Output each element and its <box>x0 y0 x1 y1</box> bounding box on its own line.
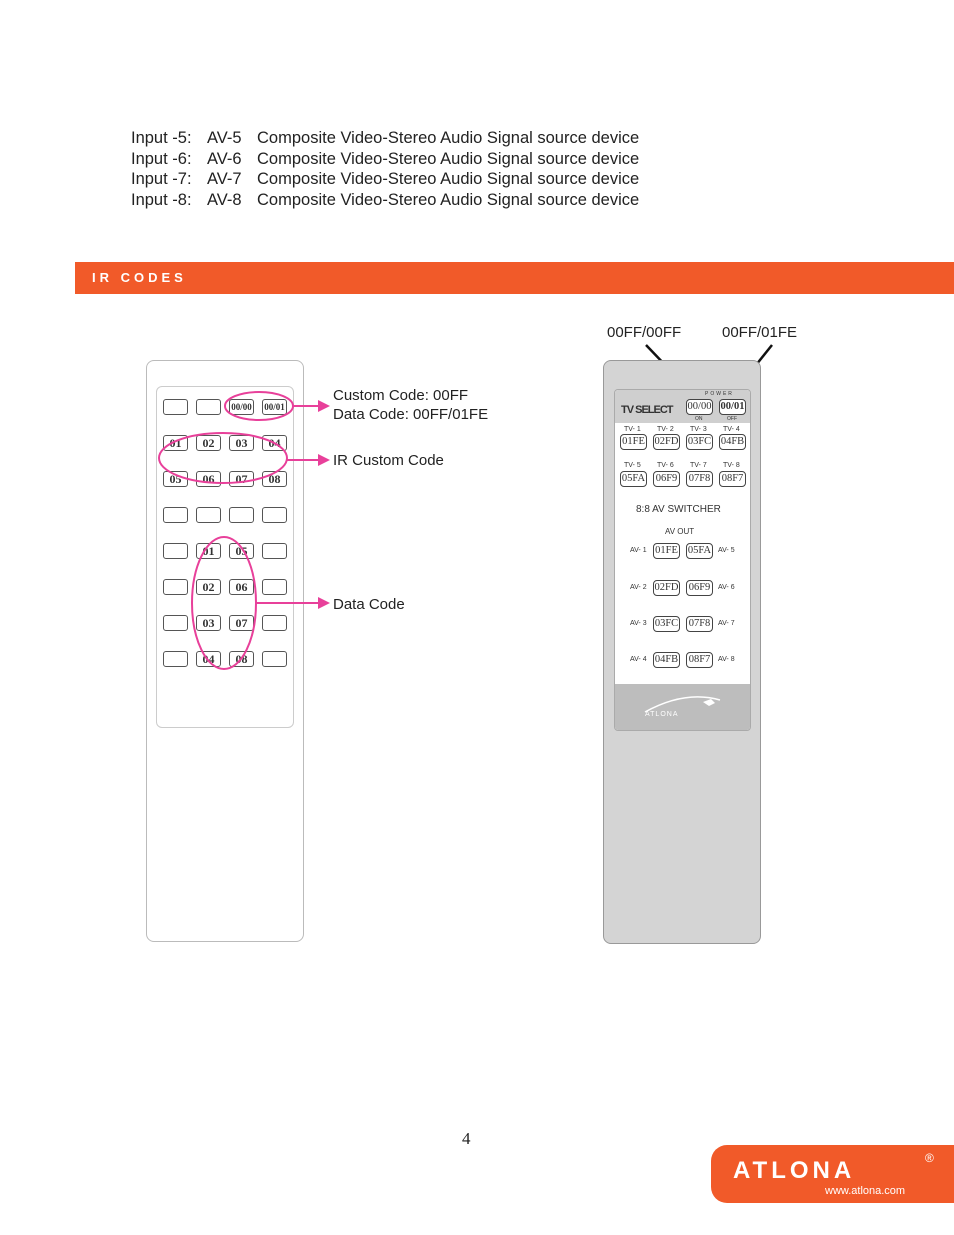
tv-code-key: 04FB <box>719 434 746 450</box>
input-desc: Composite Video-Stereo Audio Signal source device <box>257 149 640 168</box>
power-off-key: 00/01 <box>719 399 746 415</box>
av-label: AV- 5 <box>718 547 735 554</box>
tv-key: 05 <box>163 471 188 487</box>
custom-code-highlight <box>159 433 287 483</box>
input-desc: Composite Video-Stereo Audio Signal source device <box>257 170 640 189</box>
av-label: AV- 2 <box>630 584 647 591</box>
tv-code-key: 07F8 <box>686 471 713 487</box>
tv-label: TV- 4 <box>723 426 740 433</box>
tv-label: TV- 3 <box>690 426 707 433</box>
tv-key: 04 <box>262 435 287 451</box>
tv-label: TV- 2 <box>657 426 674 433</box>
tv-code-key: 05FA <box>620 471 647 487</box>
tv-label: TV- 6 <box>657 462 674 469</box>
av-code-key: 02FD <box>653 580 680 596</box>
av-label: AV- 4 <box>630 656 647 663</box>
av-key: 04 <box>196 651 221 667</box>
input-av: AV-5 <box>207 129 242 147</box>
atlona-swoosh-icon <box>615 684 751 730</box>
av-key: 06 <box>229 579 254 595</box>
tv-label: TV- 5 <box>624 462 641 469</box>
arrow-head-icon <box>318 454 330 466</box>
av-out-label: AV OUT <box>665 527 695 536</box>
switcher-title: 8:8 AV SWITCHER <box>636 504 721 515</box>
input-desc: Composite Video-Stereo Audio Signal source device <box>257 190 640 209</box>
arrow-label-off: 00FF/01FE <box>722 324 798 341</box>
input-av: AV-8 <box>207 190 242 209</box>
tv-label: TV- 8 <box>723 462 740 469</box>
data-code-callout: Data Code <box>333 596 405 613</box>
input-name: Input -5: <box>131 129 192 147</box>
data-code-highlight <box>192 537 256 669</box>
av-code-key: 03FC <box>653 616 680 632</box>
tv-key: 01 <box>163 435 188 451</box>
power-key: 00/00 <box>229 399 254 415</box>
av-key: 08 <box>229 651 254 667</box>
page-number: 4 <box>462 1129 471 1148</box>
tv-key: 02 <box>196 435 221 451</box>
logo-url: www.atlona.com <box>825 1185 906 1197</box>
atlona-logo <box>711 1145 954 1203</box>
av-label: AV- 6 <box>718 584 735 591</box>
tv-code-key: 08F7 <box>719 471 746 487</box>
av-code-key: 08F7 <box>686 652 713 668</box>
av-code-key: 07F8 <box>686 616 713 632</box>
custom-code-label: Custom Code: 00FF <box>333 387 469 404</box>
input-name: Input -6: <box>131 149 192 168</box>
tv-code-key: 02FD <box>653 434 680 450</box>
power-key: 00/01 <box>262 399 287 415</box>
tv-key: 08 <box>262 471 287 487</box>
av-code-key: 01FE <box>653 543 680 559</box>
power-on-key: 00/00 <box>686 399 713 415</box>
av-key: 02 <box>196 579 221 595</box>
arrow-label-on: 00FF/00FF <box>607 324 682 341</box>
av-label: AV- 1 <box>630 547 647 554</box>
remote-label-panel <box>614 389 751 731</box>
tv-code-key: 03FC <box>686 434 713 450</box>
on-label: ON <box>695 416 703 422</box>
av-key: 03 <box>196 615 221 631</box>
input-name: Input -8: <box>131 190 192 209</box>
av-label: AV- 3 <box>630 620 647 627</box>
remote-logo-area <box>615 684 750 730</box>
off-label: OFF <box>727 416 737 422</box>
logo-text: ATLONA <box>733 1157 856 1184</box>
tv-select-label: TV SELECT <box>621 404 673 416</box>
tv-key: 06 <box>196 471 221 487</box>
av-label: AV- 8 <box>718 656 735 663</box>
data-code-label: Data Code: 00FF/01FE <box>333 406 489 423</box>
power-label: POWER <box>705 391 734 397</box>
arrow-head-icon <box>318 400 330 412</box>
tv-key: 07 <box>229 471 254 487</box>
remote-diagram-right <box>603 360 761 944</box>
av-key: 07 <box>229 615 254 631</box>
av-code-key: 05FA <box>686 543 713 559</box>
av-label: AV- 7 <box>718 620 735 627</box>
input-av: AV-6 <box>207 149 242 168</box>
av-code-key: 04FB <box>653 652 680 668</box>
input-desc: Composite Video-Stereo Audio Signal source device <box>257 129 640 147</box>
input-av: AV-7 <box>207 170 242 189</box>
power-keys-highlight <box>225 392 293 420</box>
tv-label: TV- 1 <box>624 426 641 433</box>
section-title: IR CODES <box>92 270 187 285</box>
tv-label: TV- 7 <box>690 462 707 469</box>
av-code-key: 06F9 <box>686 580 713 596</box>
arrow-head-icon <box>318 597 330 609</box>
av-key: 01 <box>196 543 221 559</box>
tv-code-key: 01FE <box>620 434 647 450</box>
registered-mark: ® <box>925 1151 934 1165</box>
ir-custom-code-label: IR Custom Code <box>333 452 444 469</box>
tv-code-key: 06F9 <box>653 471 680 487</box>
remote-logo-text: ATLONA <box>645 711 679 718</box>
input-name: Input -7: <box>131 170 192 189</box>
tv-key: 03 <box>229 435 254 451</box>
av-key: 05 <box>229 543 254 559</box>
